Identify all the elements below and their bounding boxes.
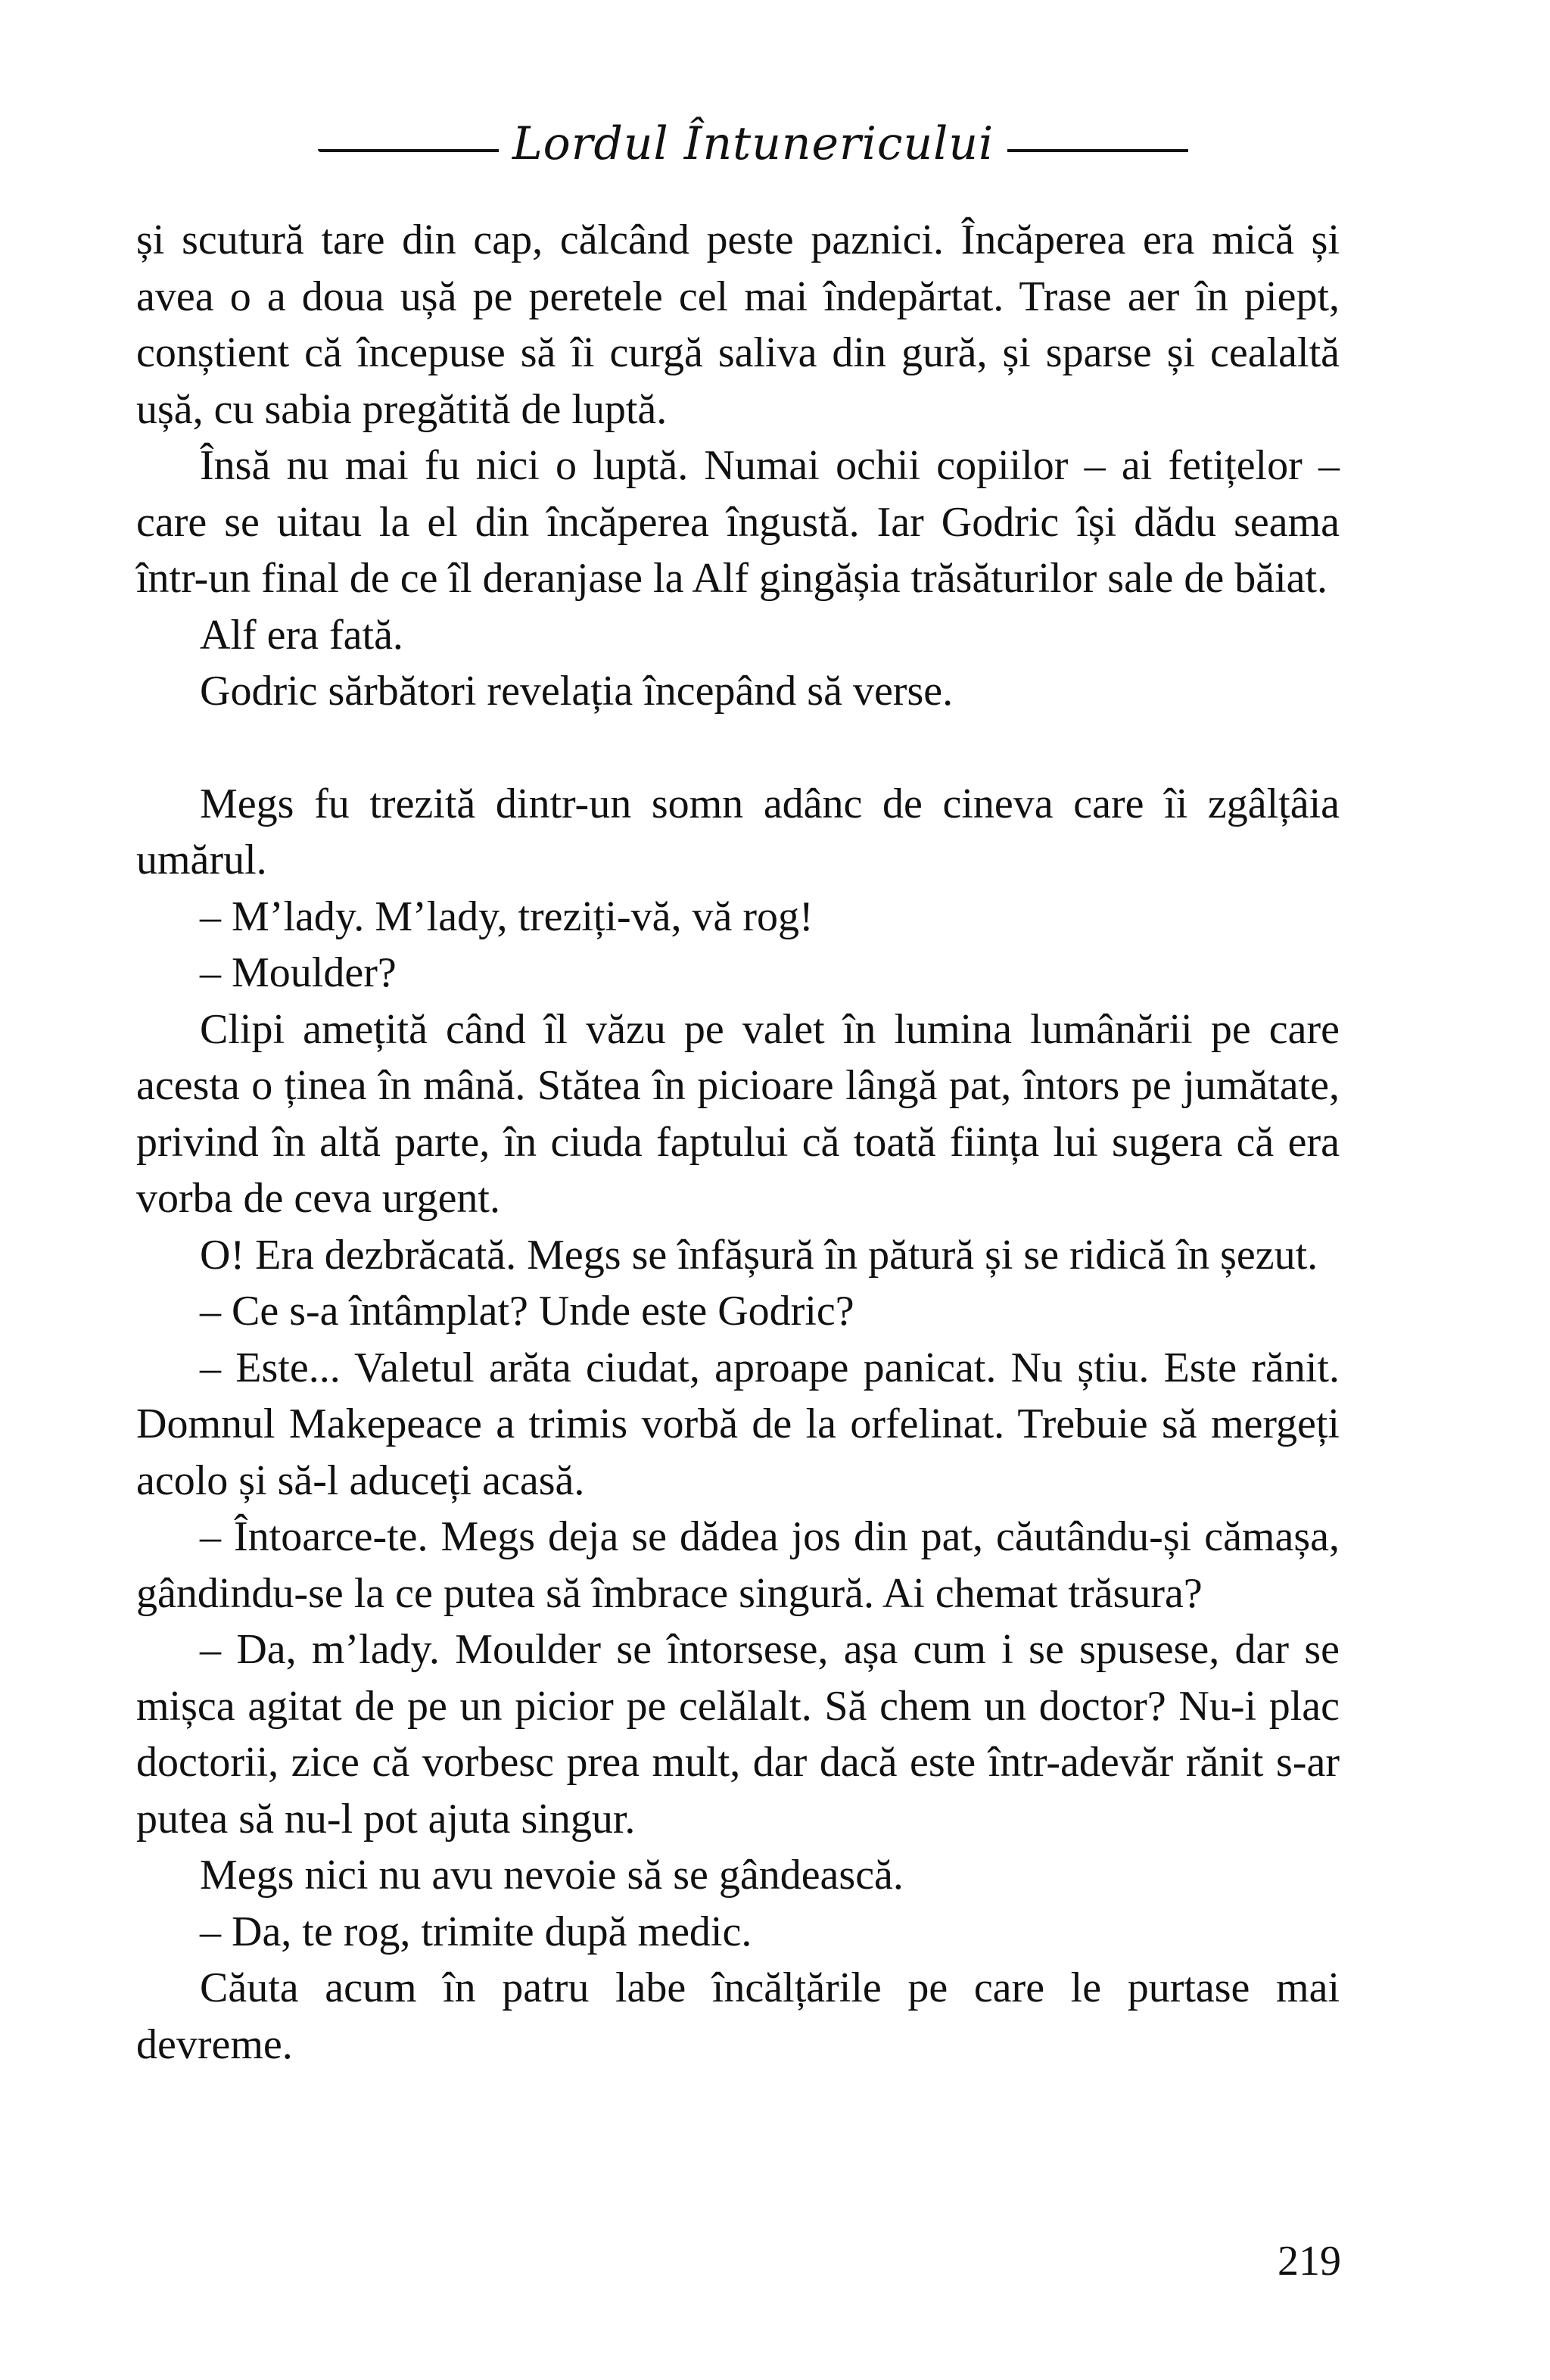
- paragraph: Megs fu trezită dintr-un somn adânc de cineva care îi zgâlțâia umărul.: [136, 780, 1340, 883]
- paragraph: Căuta acum în patru labe încălțările pe care le purtase mai devreme.: [136, 1964, 1340, 2068]
- paragraph: Godric sărbători revelația începând să verse.: [200, 668, 954, 715]
- dialogue-line: – Întoarce-te. Megs deja se dădea jos din pat, căutându-și cămașa, gândindu-se la ce putea să îmbrace singură. Ai chemat trăsura?: [136, 1513, 1340, 1617]
- paragraph: Însă nu mai fu nici o luptă. Numai ochii copiilor – ai fetițelor – care se uitau la el din încăperea îngustă. Iar Godric își dădu seama într-un final de ce îl deranjase la Alf gingășia trăsăturilor sale de băiat.: [136, 442, 1340, 602]
- dialogue-line: – Ce s-a întâmplat? Unde este Godric?: [200, 1288, 854, 1335]
- dialogue-line: – Da, te rog, trimite după medic.: [200, 1908, 752, 1955]
- dialogue-line: – Moulder?: [200, 949, 397, 996]
- paragraph: Megs nici nu avu nevoie să se gândească.: [200, 1852, 904, 1899]
- running-header-title: Lordul Întunericului: [512, 117, 994, 170]
- body-text: [136, 212, 1340, 2073]
- paragraph: și scutură tare din cap, călcând peste paznici. Încăperea era mică și avea o a doua ușă pe peretele cel mai îndepărtat. Trase aer în piept, conștient că începuse să îi curgă saliva din gură, și sparse și cealaltă ușă, cu sabia pregătită de luptă.: [136, 217, 1340, 433]
- paragraph: Clipi amețită când îl văzu pe valet în lumina lumânării pe care acesta o ținea în mână. Stătea în picioare lângă pat, întors pe jumătate, privind în altă parte, în ciuda faptului că toată ființa lui sugera că era vorba de ceva urgent.: [136, 1005, 1340, 1222]
- dialogue-line: – Este... Valetul arăta ciudat, aproape panicat. Nu știu. Este rănit. Domnul Makepeace a trimis vorbă de la orfelinat. Trebuie să mergeți acolo și să-l aduceți acasă.: [136, 1344, 1340, 1504]
- dialogue-line: – M’lady. M’lady, treziți-vă, vă rog!: [200, 892, 814, 940]
- header-rule-left: [318, 149, 499, 152]
- running-header: [318, 114, 1188, 174]
- page-number: 219: [1278, 2238, 1341, 2285]
- paragraph: Alf era fată.: [200, 611, 403, 659]
- paragraph: O! Era dezbrăcată. Megs se înfășură în pătură și se ridică în șezut.: [200, 1231, 1318, 1279]
- header-rule-right: [1007, 149, 1188, 152]
- dialogue-line: – Da, m’lady. Moulder se întorsese, așa cum i se spusese, dar se mișca agitat de pe un picior pe celălalt. Să chem un doctor? Nu-i plac doctorii, zice că vorbesc prea mult, dar dacă este într-adevăr rănit s-ar putea să nu-l pot ajuta singur.: [136, 1626, 1340, 1843]
